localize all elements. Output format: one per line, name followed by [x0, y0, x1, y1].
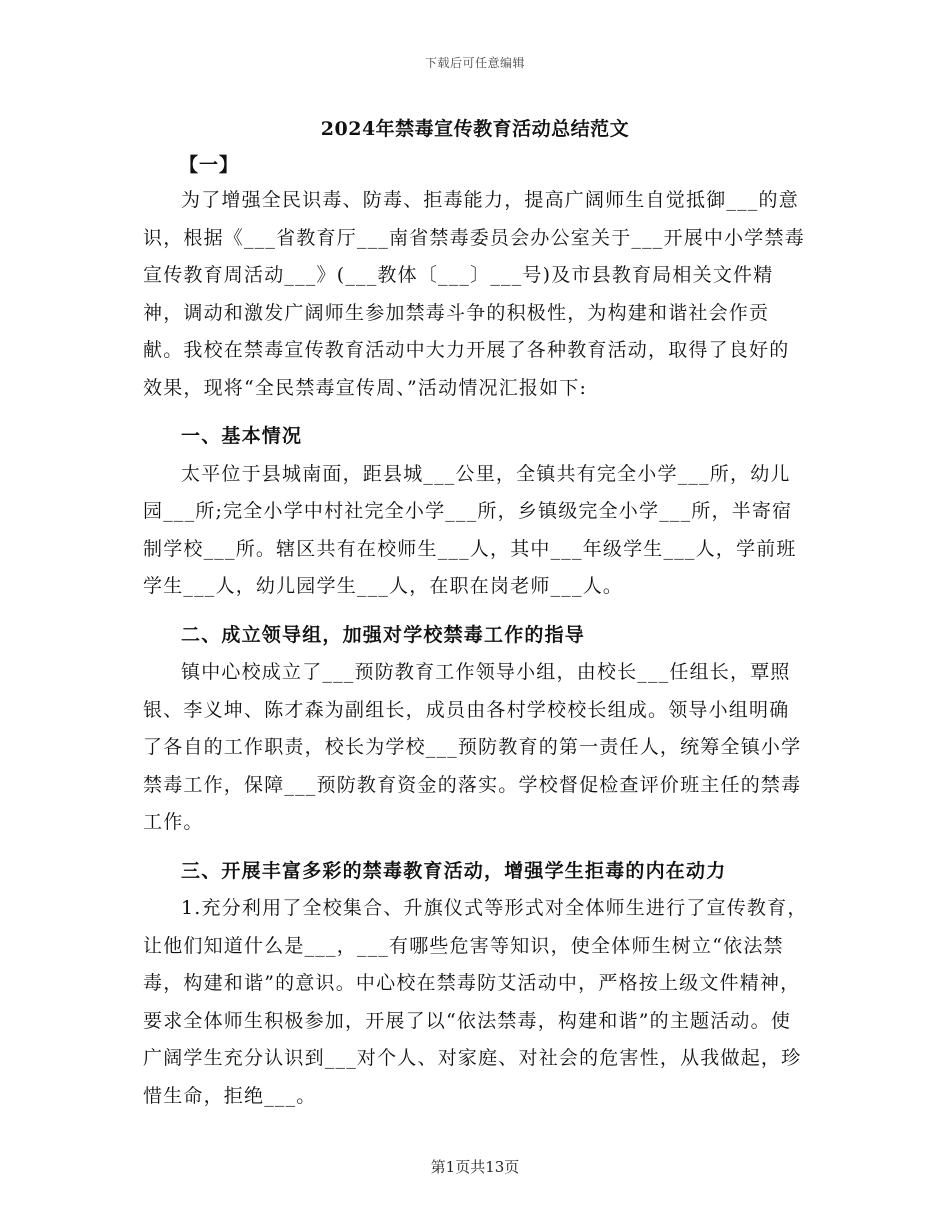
- basic-situation-paragraph: 太平位于县城南面，距县城___公里，全镇共有完全小学___所，幼儿园___所;完全小学中村社完全小学___所，乡镇级完全小学___所，半寄宿制学校___所。辖区共有在校师生___人，其中___年级学生___人，学前班学生___人，幼儿园学生___人，在职在岗老师___人。: [143, 462, 797, 597]
- document-body: [143, 182, 808, 1115]
- intro-paragraph: 为了增强全民识毒、防毒、拒毒能力，提高广阔师生自觉抵御___的意识，根据《___省教育厅___南省禁毒委员会办公室关于___开展中小学禁毒宣传教育周活动___》(___教体〔___〕___号)及市县教育局相关文件精神，调动和激发广阔师生参加禁毒斗争的积极性，为构建和谐社会作贡献。我校在禁毒宣传教育活动中大力开展了各种教育活动，取得了良好的效果，现将“全民禁毒宣传周、”活动情况汇报如下:: [143, 189, 805, 399]
- document-title: 2024年禁毒宣传教育活动总结范文: [320, 118, 630, 140]
- header-note: 下载后可任意编辑: [424, 56, 525, 70]
- section-heading-leadership: 二、成立领导组，加强对学校禁毒工作的指导: [181, 623, 586, 646]
- section-heading-basic: 一、基本情况: [181, 425, 303, 447]
- page-footer: 第1页共13页: [430, 1158, 520, 1176]
- leadership-paragraph: 镇中心校成立了___预防教育工作领导小组，由校长___任组长，覃照银、李义坤、陈才森为副组长，成员由各村学校校长组成。领导小组明确了各自的工作职责，校长为学校___预防教育的第一责任人，统筹全镇小学禁毒工作，保障___预防教育资金的落实。学校督促检查评价班主任的禁毒工作。: [143, 661, 802, 833]
- activities-paragraph: 1.充分利用了全校集合、升旗仪式等形式对全体师生进行了宣传教育，让他们知道什么是___，___有哪些危害等知识，使全体师生树立“依法禁毒，构建和谐”的意识。中心校在禁毒防艾活动中，严格按上级文件精神，要求全体师生积极参加，开展了以“依法禁毒，构建和谐”的主题活动。使广阔学生充分认识到___对个人、对家庭、对社会的危害性，从我做起，珍惜生命，拒绝___。: [143, 897, 808, 1107]
- part-label: 【一】: [179, 154, 240, 176]
- section-heading-activities: 三、开展丰富多彩的禁毒教育活动，增强学生拒毒的内在动力: [181, 859, 727, 882]
